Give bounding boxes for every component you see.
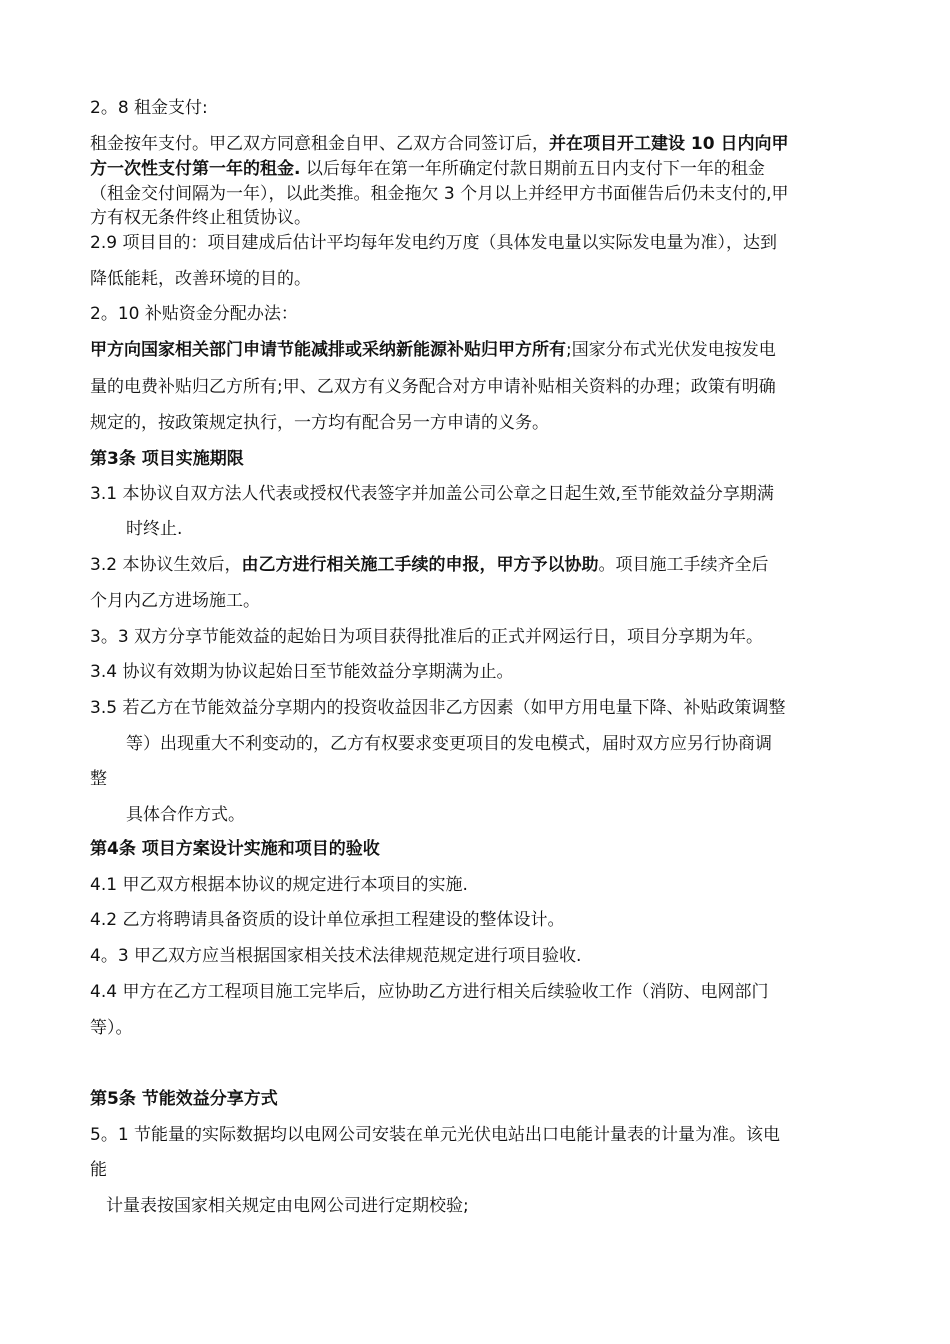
subsidy-bold-text: 甲方向国家相关部门申请节能减排或采纳新能源补贴归甲方所有 — [90, 340, 566, 360]
article-3-5-line-3: 整 — [90, 769, 107, 789]
section-2-8-heading: 2。8 租金支付: — [90, 98, 208, 118]
subsidy-line-2: 量的电费补贴归乙方所有;甲、乙双方有义务配合对方申请补贴相关资料的办理；政策有明确 — [90, 377, 776, 397]
article-3-2-line-1 — [90, 554, 768, 576]
article-3-title-text: 第3条 项目实施期限 — [90, 449, 244, 469]
subsidy-line-1 — [90, 339, 776, 361]
rent-bold-text: 并在项目开工建设 10 日内向甲 — [549, 134, 789, 154]
article-3-2-line-2: 个月内乙方进场施工。 — [90, 591, 260, 611]
section-2-9-line-1: 2.9 项目目的：项目建成后估计平均每年发电约万度（具体发电量以实际发电量为准），达到 — [90, 233, 777, 253]
article-3-2-text-2: 。项目施工手续齐全后 — [598, 555, 769, 575]
rent-paragraph-line-4: 方有权无条件终止租赁协议。 — [90, 208, 311, 228]
article-3-2-text: 3.2 本协议生效后， — [90, 555, 242, 575]
article-4-1: 4.1 甲乙双方根据本协议的规定进行本项目的实施. — [90, 875, 468, 895]
article-5-1-line-1: 5。1 节能量的实际数据均以电网公司安装在单元光伏电站出口电能计量表的计量为准。该电 — [90, 1125, 781, 1145]
article-3-title — [90, 448, 244, 470]
section-2-9-line-2: 降低能耗，改善环境的目的。 — [90, 269, 311, 289]
article-3-5-line-2: 等）出现重大不利变动的，乙方有权要求变更项目的发电模式，届时双方应另行协商调 — [126, 734, 772, 754]
rent-paragraph-line-1 — [90, 133, 789, 155]
rent-paragraph-line-2 — [90, 158, 765, 180]
article-3-3: 3。3 双方分享节能效益的起始日为项目获得批准后的正式并网运行日，项目分享期为年。 — [90, 627, 764, 647]
article-3-4: 3.4 协议有效期为协议起始日至节能效益分享期满为止。 — [90, 662, 514, 682]
article-3-5-line-4: 具体合作方式。 — [126, 805, 245, 825]
rent-bold-text-2: 方一次性支付第一年的租金. — [90, 159, 301, 179]
subsidy-line-3: 规定的，按政策规定执行，一方均有配合另一方申请的义务。 — [90, 413, 549, 433]
article-5-title — [90, 1088, 278, 1110]
rent-paragraph-line-3: （租金交付间隔为一年），以此类推。租金拖欠 3 个月以上并经甲方书面催告后仍未支付的,甲 — [90, 184, 789, 204]
article-5-1-line-2: 能 — [90, 1160, 107, 1180]
article-4-4-line-2: 等）。 — [90, 1018, 133, 1038]
article-4-3: 4。3 甲乙双方应当根据国家相关技术法律规范规定进行项目验收. — [90, 946, 582, 966]
rent-text-2: 以后每年在第一年所确定付款日期前五日内支付下一年的租金 — [300, 159, 765, 179]
article-3-5-line-1: 3.5 若乙方在节能效益分享期内的投资收益因非乙方因素（如甲方用电量下降、补贴政策调整 — [90, 698, 786, 718]
article-3-2-bold: 由乙方进行相关施工手续的申报，甲方予以协助 — [241, 555, 599, 575]
article-4-4-line-1: 4.4 甲方在乙方工程项目施工完毕后，应协助乙方进行相关后续验收工作（消防、电网部门 — [90, 982, 769, 1002]
article-4-2: 4.2 乙方将聘请具备资质的设计单位承担工程建设的整体设计。 — [90, 910, 565, 930]
article-3-1-line-1: 3.1 本协议自双方法人代表或授权代表签字并加盖公司公章之日起生效,至节能效益分享期满 — [90, 484, 774, 504]
rent-text: 租金按年支付。甲乙双方同意租金自甲、乙双方合同签订后， — [90, 134, 549, 154]
article-4-title — [90, 838, 380, 860]
subsidy-text: ;国家分布式光伏发电按发电 — [566, 340, 776, 360]
article-3-1-line-2: 时终止. — [126, 519, 183, 539]
article-5-title-text: 第5条 节能效益分享方式 — [90, 1089, 278, 1109]
article-4-title-text: 第4条 项目方案设计实施和项目的验收 — [90, 839, 380, 859]
section-2-10-heading: 2。10 补贴资金分配办法： — [90, 304, 298, 324]
article-5-1-line-3: 计量表按国家相关规定由电网公司进行定期校验; — [106, 1196, 469, 1216]
